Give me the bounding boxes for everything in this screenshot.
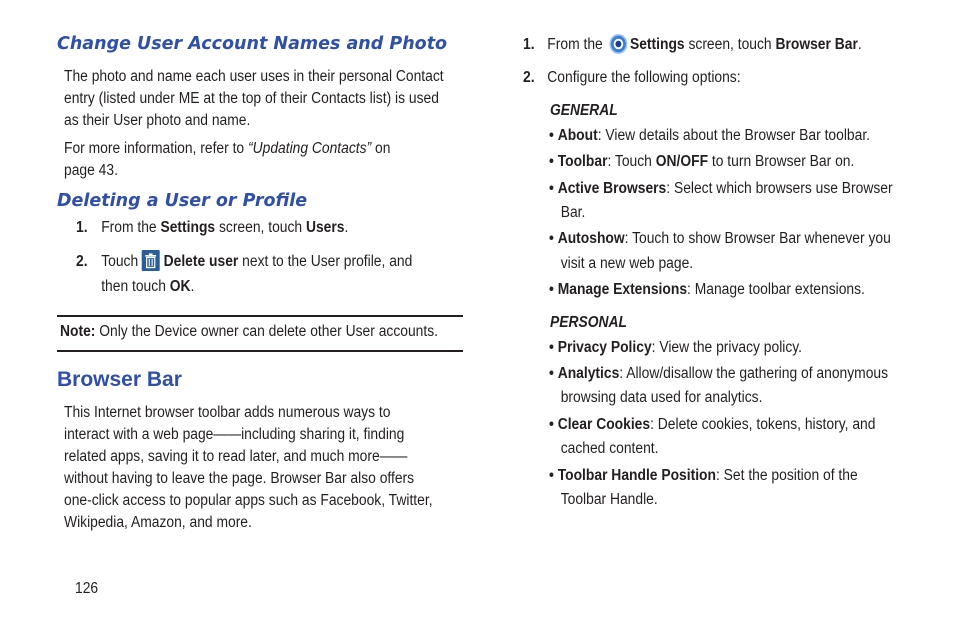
paragraph-more-info bbox=[64, 138, 390, 182]
ui-term-on-off: ON/OFF bbox=[655, 153, 709, 170]
ui-term-browser-bar: Browser Bar bbox=[775, 36, 858, 53]
note-top-rule bbox=[57, 315, 463, 317]
option-manage-extensions bbox=[549, 279, 865, 301]
bullet: • bbox=[549, 153, 554, 170]
option-autoshow bbox=[549, 228, 891, 275]
cross-reference-link[interactable]: “Updating Contacts” bbox=[247, 140, 372, 157]
option-privacy-policy bbox=[549, 337, 802, 359]
ui-term-users: Users bbox=[305, 219, 345, 236]
step-number: 2. bbox=[523, 69, 535, 86]
text-line: The photo and name each user uses in their personal Contact bbox=[64, 68, 444, 85]
step-number: 1. bbox=[76, 219, 88, 236]
bullet: • bbox=[549, 230, 554, 247]
step-2-deleting bbox=[76, 250, 412, 298]
step-number: 1. bbox=[523, 36, 535, 53]
ui-term-settings: Settings bbox=[160, 219, 216, 236]
paragraph-browser-bar bbox=[64, 402, 433, 534]
section-heading-deleting-user: Deleting a User or Profile bbox=[57, 191, 308, 211]
option-term: Autoshow bbox=[557, 230, 625, 247]
text-line: Wikipedia, Amazon, and more. bbox=[64, 514, 252, 531]
option-toolbar bbox=[549, 151, 854, 173]
ui-term-ok: OK bbox=[169, 278, 191, 295]
option-desc-line2: Toolbar Handle. bbox=[560, 491, 658, 508]
option-desc: : Touch to show Browser Bar whenever you bbox=[624, 230, 891, 247]
text-segment: next to the User profile, and bbox=[238, 253, 413, 270]
text-line: This Internet browser toolbar adds numerous ways to bbox=[64, 404, 391, 421]
group-label-general bbox=[550, 100, 618, 122]
text-line: page 43. bbox=[64, 162, 118, 179]
option-term: About bbox=[557, 127, 598, 144]
paragraph-change-user bbox=[64, 66, 444, 132]
option-desc: : Delete cookies, tokens, history, and bbox=[650, 416, 876, 433]
group-label-text: PERSONAL bbox=[550, 314, 627, 331]
text-line: related apps, saving it to read later, and much more—— bbox=[64, 448, 408, 465]
option-toolbar-handle-position bbox=[549, 465, 858, 511]
text-segment: Touch bbox=[101, 253, 143, 270]
ui-term-delete-user: Delete user bbox=[163, 253, 239, 270]
note-text: Only the Device owner can delete other User accounts. bbox=[95, 323, 439, 340]
text-line: one-click access to popular apps such as Facebook, Twitter, bbox=[64, 492, 433, 509]
option-desc: : Select which browsers use Browser bbox=[666, 180, 893, 197]
step-1-browser-bar bbox=[523, 34, 862, 56]
step-2-browser-bar bbox=[523, 67, 741, 89]
group-label-personal bbox=[550, 312, 627, 334]
text-line: as their User photo and name. bbox=[64, 112, 251, 129]
option-desc: : Allow/disallow the gathering of anonymous bbox=[619, 365, 889, 382]
option-term: Manage Extensions bbox=[557, 281, 688, 298]
ui-term-settings: Settings bbox=[629, 36, 685, 53]
option-term: Clear Cookies bbox=[557, 416, 651, 433]
option-desc-line2: cached content. bbox=[560, 440, 659, 457]
option-about bbox=[549, 125, 870, 147]
text-segment: screen, touch bbox=[684, 36, 776, 53]
text-segment: then touch bbox=[101, 278, 170, 295]
option-desc: : View the privacy policy. bbox=[651, 339, 803, 356]
text-segment: on bbox=[371, 140, 391, 157]
text-segment: . bbox=[857, 36, 862, 53]
text-segment: From the bbox=[101, 219, 161, 236]
option-desc: to turn Browser Bar on. bbox=[708, 153, 855, 170]
bullet: • bbox=[549, 365, 554, 382]
trash-icon bbox=[142, 250, 160, 271]
option-desc-line2: Bar. bbox=[560, 204, 586, 221]
option-desc: : Touch bbox=[607, 153, 656, 170]
step-number: 2. bbox=[76, 253, 88, 270]
bullet: • bbox=[549, 416, 554, 433]
option-desc: : View details about the Browser Bar toolbar. bbox=[597, 127, 871, 144]
option-term: Privacy Policy bbox=[557, 339, 652, 356]
note-bottom-rule bbox=[57, 350, 463, 352]
page-number: 126 bbox=[75, 580, 99, 597]
group-label-text: GENERAL bbox=[550, 102, 618, 119]
option-desc-line2: visit a new web page. bbox=[560, 255, 694, 272]
option-clear-cookies bbox=[549, 414, 875, 460]
text-line: interact with a web page——including sharing it, finding bbox=[64, 426, 405, 443]
text-segment: From the bbox=[547, 36, 607, 53]
note-label: Note: bbox=[60, 323, 96, 340]
section-heading-change-user: Change User Account Names and Photo bbox=[57, 34, 448, 54]
option-desc-line2: browsing data used for analytics. bbox=[560, 389, 763, 406]
option-term: Active Browsers bbox=[557, 180, 667, 197]
text-line: without having to leave the page. Browser Bar also offers bbox=[64, 470, 415, 487]
text-segment: For more information, refer to bbox=[64, 140, 248, 157]
text-segment: screen, touch bbox=[215, 219, 306, 236]
text-line: entry (listed under ME at the top of their Contacts list) is used bbox=[64, 90, 439, 107]
bullet: • bbox=[549, 180, 554, 197]
text-segment: . bbox=[344, 219, 349, 236]
option-desc: : Set the position of the bbox=[715, 467, 858, 484]
option-active-browsers bbox=[549, 178, 893, 224]
settings-gear-icon bbox=[609, 34, 627, 54]
bullet: • bbox=[549, 339, 554, 356]
option-term: Analytics bbox=[557, 365, 620, 382]
bullet: • bbox=[549, 127, 554, 144]
option-desc: : Manage toolbar extensions. bbox=[687, 281, 865, 298]
option-term: Toolbar Handle Position bbox=[557, 467, 716, 484]
step-1-deleting bbox=[76, 217, 348, 239]
bullet: • bbox=[549, 467, 554, 484]
note-box bbox=[60, 321, 438, 343]
bullet: • bbox=[549, 281, 554, 298]
section-heading-browser-bar: Browser Bar bbox=[57, 368, 182, 391]
option-analytics bbox=[549, 363, 888, 409]
option-term: Toolbar bbox=[557, 153, 608, 170]
text-segment: Configure the following options: bbox=[547, 69, 741, 86]
text-segment: . bbox=[190, 278, 195, 295]
